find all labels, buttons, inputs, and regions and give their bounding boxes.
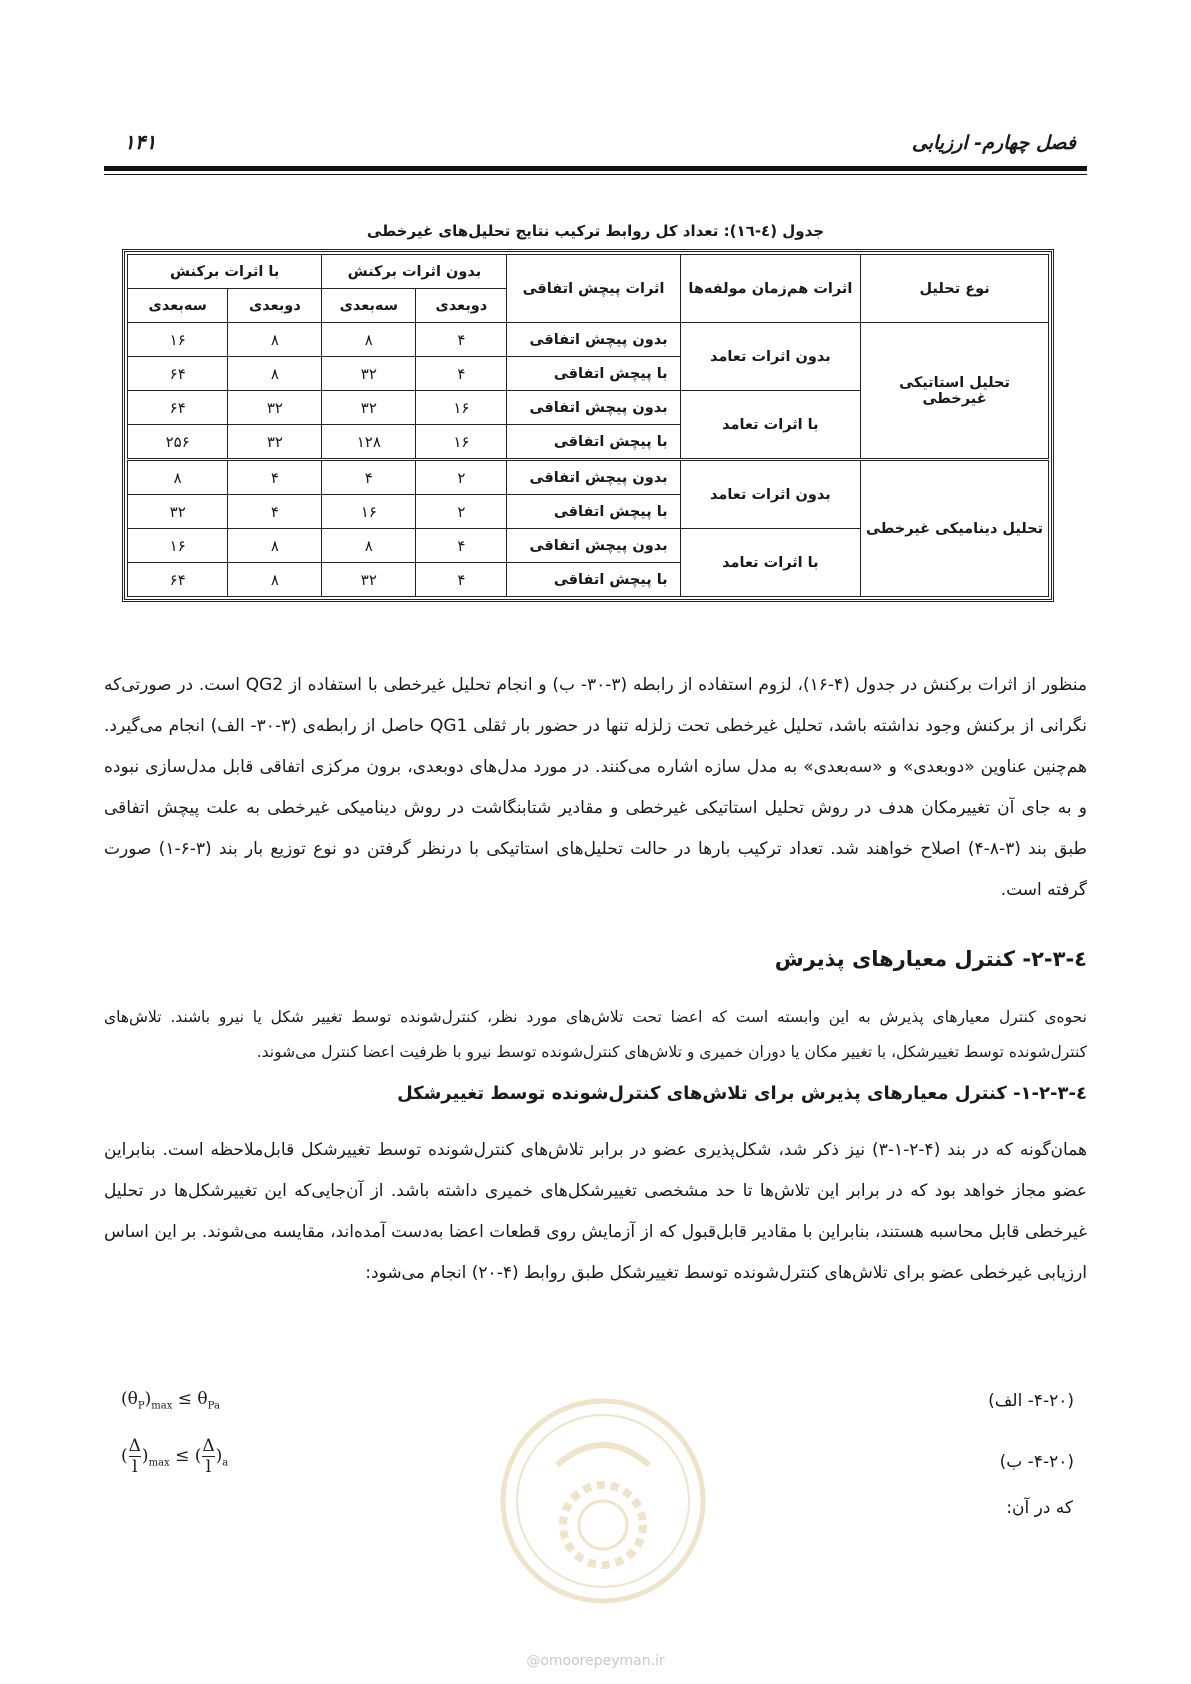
value-cell: ۴	[322, 460, 416, 495]
chapter-title: فصل چهارم- ارزیابی	[911, 132, 1076, 154]
value-cell: ۸	[228, 323, 322, 357]
value-cell: ۱۶	[416, 425, 507, 460]
value-cell: ۳۲	[322, 563, 416, 597]
value-cell: ۱۶	[128, 529, 228, 563]
table-header-row	[128, 255, 1049, 289]
value-cell: ۴	[228, 460, 322, 495]
equation-a-label: (۴-۲۰- الف)	[988, 1391, 1074, 1411]
torsion-cell: با پیچش اتفاقی	[507, 563, 680, 597]
value-cell: ۳۲	[228, 391, 322, 425]
equation-a: $(\theta_P)_{max} \le \theta_{Pa}$	[121, 1389, 220, 1412]
value-cell: ۲	[416, 460, 507, 495]
table-caption: جدول (٤-١٦): تعداد کل روابط ترکیب نتایج تحلیل‌های غیرخطی	[366, 222, 825, 240]
value-cell: ۸	[228, 563, 322, 597]
torsion-cell: با پیچش اتفاقی	[507, 357, 680, 391]
orthogonal-cell: بدون اثرات تعامد	[680, 323, 861, 391]
value-cell: ۴	[416, 563, 507, 597]
torsion-cell: بدون پیچش اتفاقی	[507, 529, 680, 563]
eq-a-sub-p: P	[137, 1400, 145, 1412]
orthogonal-cell: بدون اثرات تعامد	[680, 460, 861, 529]
table-row	[128, 323, 1049, 357]
header-with-uplift-3d: سه‌بعدی	[128, 289, 228, 323]
value-cell: ۸	[228, 357, 322, 391]
eq-b-fraction-limit	[202, 1436, 214, 1477]
header-torsion: اثرات پیچش اتفاقی	[507, 255, 680, 323]
header-with-uplift-2d: دوبعدی	[228, 289, 322, 323]
results-table	[122, 249, 1054, 602]
torsion-cell: با پیچش اتفاقی	[507, 425, 680, 460]
eq-b-l-limit: l	[205, 1457, 212, 1477]
value-cell: ۸	[228, 529, 322, 563]
value-cell: ۶۴	[128, 563, 228, 597]
subsection-heading: ٤-٣-٢-١- کنترل معیارهای پذیرش برای تلاش‌های کنترل‌شونده توسط تغییرشکل	[397, 1083, 1087, 1104]
value-cell: ۱۶	[322, 495, 416, 529]
eq-b-delta: Δ	[128, 1436, 141, 1456]
value-cell: ۸	[322, 323, 416, 357]
eq-a-sub-pa: Pa	[207, 1400, 220, 1412]
torsion-cell: با پیچش اتفاقی	[507, 495, 680, 529]
equation-b-label: (۴-۲۰- ب)	[999, 1452, 1074, 1472]
header-no-uplift: بدون اثرات برکنش	[322, 255, 507, 289]
value-cell: ۳۲	[322, 357, 416, 391]
eq-b-le: ≤	[175, 1446, 190, 1466]
header-no-uplift-3d: سه‌بعدی	[322, 289, 416, 323]
section-heading: ٤-٣-٢- کنترل معیارهای پذیرش	[774, 947, 1087, 971]
header-analysis-type: نوع تحلیل	[861, 255, 1049, 323]
header-no-uplift-2d: دوبعدی	[416, 289, 507, 323]
eq-b-sub-max: max	[148, 1457, 170, 1469]
value-cell: ۲	[416, 495, 507, 529]
value-cell: ۳۲	[228, 425, 322, 460]
value-cell: ۸	[128, 460, 228, 495]
where-text: که در آن:	[1006, 1498, 1073, 1518]
value-cell: ۴	[228, 495, 322, 529]
orthogonal-cell: با اثرات تعامد	[680, 529, 861, 597]
value-cell: ۲۵۶	[128, 425, 228, 460]
value-cell: ۱۶	[416, 391, 507, 425]
table-row	[128, 460, 1049, 495]
value-cell: ۱۶	[128, 323, 228, 357]
analysis-cell: تحلیل استاتیکی غیرخطی	[861, 323, 1049, 460]
watermark-seal-icon	[497, 1395, 709, 1607]
eq-b-sub-a: a	[222, 1457, 229, 1469]
header-rule-thin	[104, 174, 1087, 175]
value-cell: ۴	[416, 323, 507, 357]
paragraph-acceptance: نحوه‌ی کنترل معیارهای پذیرش به این وابسته است که اعضا تحت تلاش‌های مورد نظر، کنترل‌شونده توسط تغییر شکل یا نیرو باشند. تلاش‌های کنترل‌شونده توسط تغییرشکل، با تغییر مکان یا دوران خمیری و تلاش‌های کنترل‌شونده توسط نیرو با ظرفیت اعضا کنترل می‌شوند.	[104, 1008, 1087, 1061]
value-cell: ۶۴	[128, 391, 228, 425]
orthogonal-cell: با اثرات تعامد	[680, 391, 861, 460]
eq-b-l: l	[132, 1457, 138, 1477]
paragraph-deformation: همان‌گونه که در بند (۴-۲-۱-۳) نیز ذکر شد، شکل‌پذیری عضو در برابر تلاش‌های کنترل‌شونده توسط تغییرشکل قابل‌ملاحظه است. بنابراین عضو مجاز خواهد بود که در برابر این تلاش‌ها تا حد مشخصی تغییرشکل‌های خمیری داشته باشد. از آن‌جایی‌که این تغییرشکل‌ها در تحلیل غیرخطی قابل محاسبه هستند، بنابراین با مقادیر قابل‌قبول که از آزمایش روی قطعات اعضا به‌دست آمده‌اند، مقایسه می‌شوند. بر این اساس ارزیابی غیرخطی عضو برای تلاش‌های کنترل‌شونده توسط تغییرشکل طبق روابط (۴-۲۰) انجام می‌شود:	[104, 1140, 1088, 1283]
value-cell: ۳۲	[128, 495, 228, 529]
paragraph-uplift: منظور از اثرات برکنش در جدول (۴-۱۶)، لزوم استفاده از رابطه (۳-۳۰- ب) و انجام تحلیل غیرخطی با استفاده از QG2 است. در صورتی‌که نگرانی از برکنش وجود نداشته باشد، تحلیل غیرخطی تحت زلزله تنها در حضور بار ثقلی QG1 حاصل از رابطه‌ی (۳-۳۰- الف) انجام می‌گیرد. هم‌چنین عناوین «دوبعدی» و «سه‌بعدی» به مدل سازه اشاره می‌کنند. در مورد مدل‌های دوبعدی، برون مرکزی اتفاقی قابل مدل‌سازی نبوده و به جای آن تغییرمکان هدف در روش تحلیل استاتیکی غیرخطی و مقادیر شتابنگاشت در روش دینامیکی غیرخطی به علت پیچش اتفاقی طبق بند (۳-۸-۴) اصلاح خواهند شد. تعداد ترکیب بارها در حالت تحلیل‌های استاتیکی با درنظر گرفتن دو نوع توزیع بار بند (۳-۶-۱) صورت گرفته است.	[104, 675, 1087, 900]
eq-b-fraction	[129, 1436, 141, 1477]
eq-a-theta-limit: θ	[197, 1389, 208, 1409]
eq-a-theta: θ	[127, 1389, 138, 1409]
header-with-uplift: با اثرات برکنش	[128, 255, 322, 289]
eq-a-le: ≤	[177, 1389, 193, 1409]
value-cell: ۴	[416, 529, 507, 563]
value-cell: ۱۲۸	[322, 425, 416, 460]
torsion-cell: بدون پیچش اتفاقی	[507, 323, 680, 357]
torsion-cell: بدون پیچش اتفاقی	[507, 460, 680, 495]
equation-b: ( $\frac{\Delta}{l}$ )$_{max}$ ≤ ( $\frac{\Delta}{l}$ )$_a$	[121, 1436, 229, 1477]
analysis-cell: تحلیل دینامیکی غیرخطی	[861, 460, 1049, 597]
value-cell: ۸	[322, 529, 416, 563]
eq-b-delta-limit: Δ	[202, 1436, 215, 1456]
header-rule-thick	[104, 166, 1087, 171]
eq-a-sub-max: max	[151, 1400, 173, 1412]
value-cell: ۶۴	[128, 357, 228, 391]
value-cell: ۴	[416, 357, 507, 391]
value-cell: ۳۲	[322, 391, 416, 425]
page-number: ۱۴۱	[124, 130, 157, 154]
watermark-site: @omoorepeyman.ir	[526, 1653, 665, 1669]
torsion-cell: بدون پیچش اتفاقی	[507, 391, 680, 425]
header-simultaneous: اثرات هم‌زمان مولفه‌ها	[680, 255, 861, 323]
